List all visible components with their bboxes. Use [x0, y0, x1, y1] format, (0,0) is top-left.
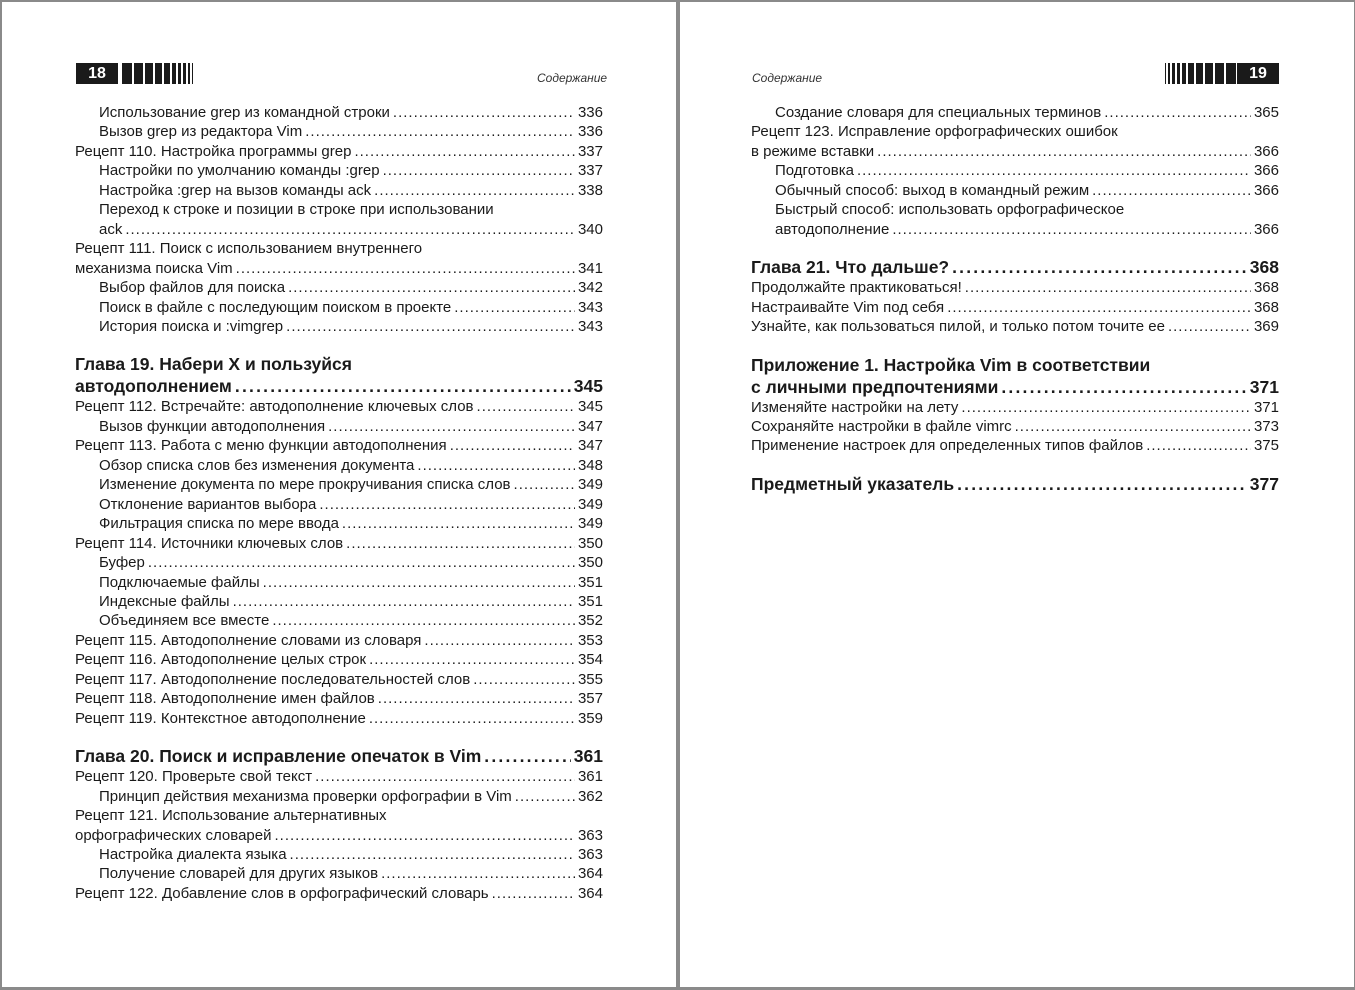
- toc-entry[interactable]: Создание словаря для специальных терминов ..... 365: [751, 103, 1279, 122]
- toc-chapter-entry[interactable]: Глава 19. Набери X и пользуйся автодополнением ..... 345: [75, 353, 603, 397]
- toc-entry[interactable]: Продолжайте практиковаться! ..... 368: [751, 278, 1279, 297]
- toc-entry[interactable]: Рецепт 123. Исправление орфографических ошибок в режиме вставки ..... 366: [751, 122, 1279, 161]
- toc-entry[interactable]: Индексные файлы ..... 351: [75, 592, 603, 611]
- toc-entry[interactable]: Изменяйте настройки на лету ..... 371: [751, 398, 1279, 417]
- toc-chapter-entry[interactable]: Приложение 1. Настройка Vim в соответствии с личными предпочтениями ..... 371: [751, 354, 1279, 398]
- toc-entry[interactable]: Настройки по умолчанию команды :grep ..... 337: [75, 161, 603, 180]
- toc-entry[interactable]: Объединяем все вместе ..... 352: [75, 611, 603, 630]
- header-title: Содержание: [752, 71, 823, 85]
- toc-entry[interactable]: Рецепт 112. Встречайте: автодополнение ключевых слов ..... 345: [75, 397, 603, 416]
- toc-entry[interactable]: Рецепт 119. Контекстное автодополнение ..... 359: [75, 709, 603, 728]
- page-number: 18: [76, 63, 118, 84]
- toc-entry[interactable]: Узнайте, как пользоваться пилой, и только потом точите ее ..... 369: [751, 317, 1279, 336]
- toc-chapter-entry[interactable]: Глава 21. Что дальше? ..... 368: [751, 256, 1279, 278]
- toc-entry[interactable]: Сохраняйте настройки в файле vimrc ..... 373: [751, 417, 1279, 436]
- toc-entry[interactable]: Быстрый способ: использовать орфографическое автодополнение ..... 366: [751, 200, 1279, 239]
- toc-list: [75, 103, 603, 903]
- toc-entry[interactable]: Использование grep из командной строки ..... 336: [75, 103, 603, 122]
- toc-entry[interactable]: История поиска и :vimgrep ..... 343: [75, 317, 603, 336]
- toc-entry[interactable]: Рецепт 111. Поиск с использованием внутреннего механизма поиска Vim ..... 341: [75, 239, 603, 278]
- toc-entry[interactable]: Настройка диалекта языка ..... 363: [75, 845, 603, 864]
- toc-entry[interactable]: Принцип действия механизма проверки орфографии в Vim ..... 362: [75, 787, 603, 806]
- toc-entry[interactable]: Выбор файлов для поиска ..... 342: [75, 278, 603, 297]
- toc-entry[interactable]: Настройка :grep на вызов команды ack ..... 338: [75, 181, 603, 200]
- toc-entry[interactable]: Вызов функции автодополнения ..... 347: [75, 417, 603, 436]
- toc-entry[interactable]: Переход к строке и позиции в строке при использовании ack ..... 340: [75, 200, 603, 239]
- toc-entry[interactable]: Рецепт 121. Использование альтернативных орфографических словарей ..... 363: [75, 806, 603, 845]
- toc-entry[interactable]: Рецепт 114. Источники ключевых слов ..... 350: [75, 534, 603, 553]
- toc-entry[interactable]: Рецепт 117. Автодополнение последовательностей слов ..... 355: [75, 670, 603, 689]
- toc-entry[interactable]: Вызов grep из редактора Vim ..... 336: [75, 122, 603, 141]
- toc-entry[interactable]: Применение настроек для определенных типов файлов ..... 375: [751, 436, 1279, 455]
- toc-entry[interactable]: Подключаемые файлы ..... 351: [75, 573, 603, 592]
- toc-entry[interactable]: Рецепт 110. Настройка программы grep ..... 337: [75, 142, 603, 161]
- toc-entry[interactable]: Обзор списка слов без изменения документа ..... 348: [75, 456, 603, 475]
- toc-entry[interactable]: Обычный способ: выход в командный режим ..... 366: [751, 181, 1279, 200]
- toc-entry[interactable]: Получение словарей для других языков ..... 364: [75, 864, 603, 883]
- header-stripes-decoration: [1165, 63, 1236, 84]
- toc-entry[interactable]: Подготовка ..... 366: [751, 161, 1279, 180]
- toc-entry[interactable]: Настраивайте Vim под себя ..... 368: [751, 298, 1279, 317]
- toc-entry[interactable]: Поиск в файле с последующим поиском в проекте ..... 343: [75, 298, 603, 317]
- toc-entry[interactable]: Рецепт 116. Автодополнение целых строк ..... 354: [75, 650, 603, 669]
- toc-entry[interactable]: Изменение документа по мере прокручивания списка слов ..... 349: [75, 475, 603, 494]
- header-title: Содержание: [537, 71, 608, 85]
- page-number: 19: [1237, 63, 1279, 84]
- toc-entry[interactable]: Фильтрация списка по мере ввода ..... 349: [75, 514, 603, 533]
- toc-entry[interactable]: Рецепт 122. Добавление слов в орфографический словарь ..... 364: [75, 884, 603, 903]
- toc-entry[interactable]: Отклонение вариантов выбора ..... 349: [75, 495, 603, 514]
- left-page: [2, 2, 676, 987]
- toc-entry[interactable]: Рецепт 115. Автодополнение словами из словаря ..... 353: [75, 631, 603, 650]
- toc-entry[interactable]: Рецепт 113. Работа с меню функции автодополнения ..... 347: [75, 436, 603, 455]
- toc-chapter-entry[interactable]: Глава 20. Поиск и исправление опечаток в Vim ..... 361: [75, 745, 603, 767]
- toc-entry[interactable]: Рецепт 120. Проверьте свой текст ..... 361: [75, 767, 603, 786]
- right-page: [680, 2, 1354, 987]
- toc-chapter-entry[interactable]: Предметный указатель ..... 377: [751, 473, 1279, 495]
- toc-list: [751, 103, 1279, 495]
- header-stripes-decoration: [122, 63, 193, 84]
- toc-entry[interactable]: Буфер ..... 350: [75, 553, 603, 572]
- toc-entry[interactable]: Рецепт 118. Автодополнение имен файлов ..... 357: [75, 689, 603, 708]
